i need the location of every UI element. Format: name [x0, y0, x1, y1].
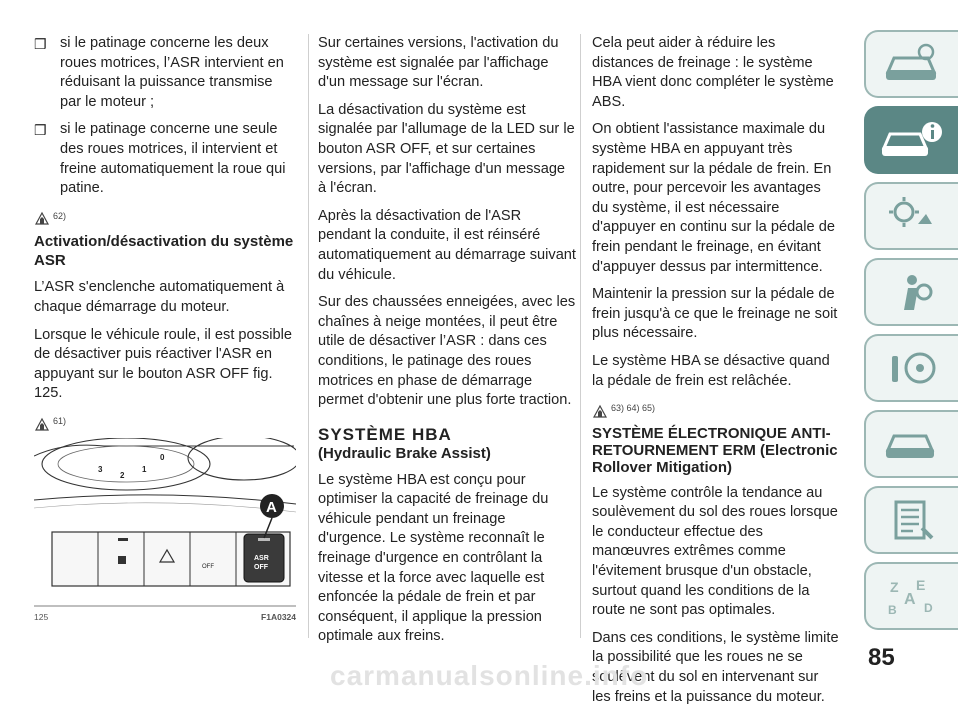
warning-reference — [34, 412, 296, 432]
tab-lights[interactable] — [864, 182, 958, 250]
paragraph: Le système HBA se désactive quand la pédale de frein est relâchée. — [592, 352, 830, 389]
paragraph: Le système HBA est conçu pour optimiser la capacité de freinage du véhicule pendant un freinage d'urgence. Le système reconnaît le freinage d'urgence en contrôlant la vitesse et la force avec laquelle est enfoncée la pédale de frein et par conséquent, il applique la pression optimale aux freins. — [318, 471, 549, 645]
warning-ref-text: 63) 64) 65) — [611, 403, 656, 414]
lights-icon — [882, 194, 942, 238]
figure-number: 125 — [34, 611, 49, 622]
warning-reference — [34, 207, 296, 227]
watermark: carmanualsonline.info — [330, 660, 649, 691]
tab-driving[interactable] — [864, 334, 958, 402]
tab-dashboard[interactable] — [864, 30, 958, 98]
alphabet-index-icon — [882, 574, 942, 618]
list-item — [34, 120, 296, 198]
paragraph: Lorsque le véhicule roule, il est possible de désactiver puis réactiver l'ASR en appuyant sur le bouton ASR OFF fig. 125. — [34, 326, 292, 402]
section-heading: SYSTÈME ÉLECTRONIQUE ANTI-RETOURNEMENT ERM (Electronic Rollover Mitigation) — [592, 424, 838, 476]
callout-label: A — [266, 498, 277, 516]
checkbox-bullet-icon: ❒ — [34, 36, 47, 52]
warning-hand-icon — [34, 210, 50, 226]
tab-index[interactable] — [864, 562, 958, 630]
asr-button-illustration — [34, 438, 296, 614]
paragraph: Maintenir la pression sur la pédale de frein jusqu'à ce que le freinage ne soit plus nécessaire. — [592, 286, 838, 342]
paragraph: Cela peut aider à réduire les distances de freinage : le système HBA vient donc compléter le système ABS. — [592, 35, 834, 110]
steering-wheel-icon — [882, 346, 942, 390]
column-divider — [580, 34, 581, 638]
svg-text:D: D — [924, 601, 933, 615]
warning-ref-text: 61) — [53, 415, 67, 426]
paragraph: Après la désactivation de l'ASR pendant la conduite, il est réinséré automatiquement au démarrage suivant du véhicule. — [318, 207, 576, 283]
tab-safety-info[interactable] — [864, 106, 958, 174]
list-item — [34, 34, 296, 112]
warning-hand-icon — [592, 403, 608, 419]
dial-number: 0 — [160, 452, 165, 462]
column-1 — [34, 34, 296, 622]
column-divider — [308, 34, 309, 638]
paragraph: L’ASR s'enclenche automatiquement à chaque démarrage du moteur. — [34, 279, 285, 315]
warning-ref-text: 62) — [53, 210, 67, 221]
dial-number: 3 — [98, 464, 103, 474]
car-dashboard-icon — [882, 42, 942, 86]
asr-button-text: ASR — [254, 554, 269, 562]
figure-code: F1A0324 — [261, 611, 296, 622]
svg-text:Z: Z — [890, 579, 899, 595]
svg-text:B: B — [888, 603, 897, 617]
paragraph: Le système contrôle la tendance au soulèvement du sol des roues lorsque le conducteur effectue des manœuvres extrêmes comme l'évitement brusque d'un obstacle, surtout quand les conditions de la route ne sont pas optimales. — [592, 484, 838, 619]
page-number: 85 — [868, 644, 895, 671]
paragraph: Sur des chaussées enneigées, avec les chaînes à neige montées, il peut être utile de désactiver l’ASR : dans ces conditions, le patinage des roues motrices en phase de démarrage permet d'obtenir une plus forte traction. — [318, 294, 576, 409]
dial-number: 2 — [120, 470, 125, 480]
asr-button-text: OFF — [254, 563, 268, 571]
section-heading: Activation/désactivation du système ASR — [34, 233, 294, 270]
paragraph: La désactivation du système est signalée par l'allumage de la LED sur le bouton ASR OFF, et sur certaines versions, par l'affichage d'un message à l'écran. — [318, 101, 575, 197]
section-heading: SYSTÈME HBA — [318, 424, 452, 444]
figure-125 — [34, 438, 296, 622]
column-2 — [318, 34, 576, 655]
car-info-icon — [880, 118, 944, 162]
airbag-person-icon — [882, 270, 942, 314]
chapter-sidebar — [854, 30, 960, 630]
car-breakdown-icon — [882, 422, 942, 466]
section-subheading: (Hydraulic Brake Assist) — [318, 444, 491, 462]
tab-maintenance[interactable] — [864, 486, 958, 554]
bullet-text: si le patinage concerne les deux roues motrices, l’ASR intervient en réduisant la puissance transmise par le moteur ; — [60, 35, 284, 110]
svg-text:A: A — [904, 591, 916, 608]
paragraph: On obtient l'assistance maximale du système HBA en appuyant très rapidement sur la pédale de frein. En outre, pour percevoir les avantages du système, il est nécessaire d'appuyer en continu sur la pédale de frein pendant le freinage, en évitant d'appuyer dessus par intermittence. — [592, 121, 835, 275]
tab-airbag[interactable] — [864, 258, 958, 326]
button-label: OFF — [202, 563, 214, 570]
tab-emergency[interactable] — [864, 410, 958, 478]
svg-text:E: E — [916, 577, 926, 593]
column-3 — [592, 34, 840, 715]
bullet-text: si le patinage concerne une seule des roues motrices, il intervient et freine automatiquement la roue qui patine. — [60, 121, 286, 197]
warning-reference — [592, 399, 840, 419]
paragraph: Sur certaines versions, l'activation du système est signalée par l'affichage d'un message sur l'écran. — [318, 35, 559, 91]
checkbox-bullet-icon: ❒ — [34, 122, 47, 139]
paragraph: Dans ces conditions, le système limite la possibilité que les roues ne se soulèvent du sol en intervenant sur les freins et la puissance du moteur. — [592, 629, 839, 705]
dial-number: 1 — [142, 464, 147, 474]
document-list-icon — [882, 498, 942, 542]
warning-hand-icon — [34, 416, 50, 432]
